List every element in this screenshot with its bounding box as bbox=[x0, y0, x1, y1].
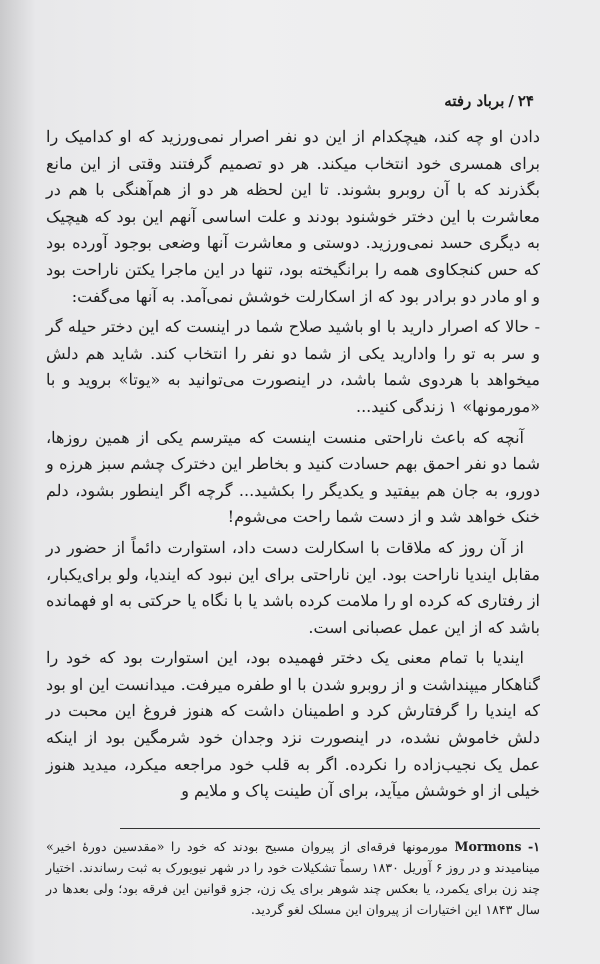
paragraph: ایندیا با تمام معنی یک دختر فهمیده بود، این استوارت بود که خود را گناهکار میپنداشت و از روبرو شدن با او طفره میرفت. میدانست این او بود که ایندیا را گرفتارش کرد و اطمینان داشت که هنوز فروغ این محبت در دلش خاموش نشده، در اینصورت نزد وجدان خود شرمگین بود از اینکه عمل یک نجیب‌زاده را نکرده. اگر به قلب خود مراجعه میکرد، میدید هنوز خیلی از او خوشش میآید، برای آن طینت پاک و ملایم و bbox=[46, 648, 540, 801]
paragraph: از آن روز که ملاقات با اسکارلت دست داد، استوارت دائماً از حضور در مقابل ایندیا ناراحت بود. این ناراحتی برای این نبود که ایندیا، ولو برای‌یکبار، از رفتاری که کرده او را ملامت کرده باشد یا با نگاه یا حرکتی به او فهمانده باشد که از این عمل عصبانی است. bbox=[46, 537, 540, 637]
paragraph-quote: - حالا که اصرار دارید با او باشید صلاح شما در اینست که این دختر حیله گر و سر به تو را وادارید یکی از شما دو نفر را انتخاب کند. شاید هم دلش میخواهد با هردوی شما باشد، در اینصورت می‌توانید به «یوتا» بروید و با «مورمونها» ۱ زندگی کنید... bbox=[46, 317, 540, 416]
page-header bbox=[444, 92, 534, 110]
footnote-text: مورمونها فرقه‌ای از پیروان مسیح بودند که خود را «مقدسین دورهٔ اخیر» مینامیدند و در روز ۶ آوریل ۱۸۳۰ رسماً تشکیلات خود را در شهر نیویورک به ثبت رساندند. اختیار چند زن برای یکمرد، یا بعکس چند شوهر برای یک زن، جزو قوانین این فرقه بود؛ ولی بعدها در سال ۱۸۴۳ این اختیارات از پیروان این مسلک لغو گردید. bbox=[46, 839, 540, 917]
book-title: برباد رفته bbox=[444, 92, 505, 110]
header-separator: / bbox=[508, 92, 514, 110]
footnote-number: ۱- bbox=[527, 839, 540, 854]
page-number: ۲۴ bbox=[517, 92, 534, 110]
footnote-term: Mormons bbox=[454, 839, 522, 854]
paragraph-continuation: دادن او چه کند، هیچکدام از این دو نفر اصرار نمی‌ورزید که او کدامیک را برای همسری خود انتخاب میکند. هر دو تصمیم گرفتند وقتی از این مانع بگذرند که با آن روبرو بشوند. تا این لحظه هر دو از هم‌آهنگی با هم در معاشرت با این دختر خوشنود بودند و علت اساسی آنهم این بود که هیچیک به دیگری حسد نمی‌ورزید. دوستی و معاشرت آنها وضعی بوجود آورده بود که حس کنجکاوی همه را برانگیخته بود، تنها در این ماجرا یکتن ناراحت بود و او مادر دو برادر بود که از اسکارلت خوشش نمی‌آمد. به آنها می‌گفت: bbox=[46, 127, 540, 306]
footnote bbox=[46, 836, 540, 920]
footnote-divider bbox=[120, 828, 540, 829]
paragraph: آنچه که باعث ناراحتی منست اینست که میترسم یکی از همین روزها، شما دو نفر احمق بهم حسادت کنید و بخاطر این دخترک چشم سبز هرزه و دورو، به جان هم بیفتید و یکدیگر را بکشید... گرچه اگر اینطور بشود، دلم خنک خواهد شد و از دست شما راحت می‌شوم! bbox=[46, 427, 540, 527]
body-text bbox=[46, 124, 540, 805]
